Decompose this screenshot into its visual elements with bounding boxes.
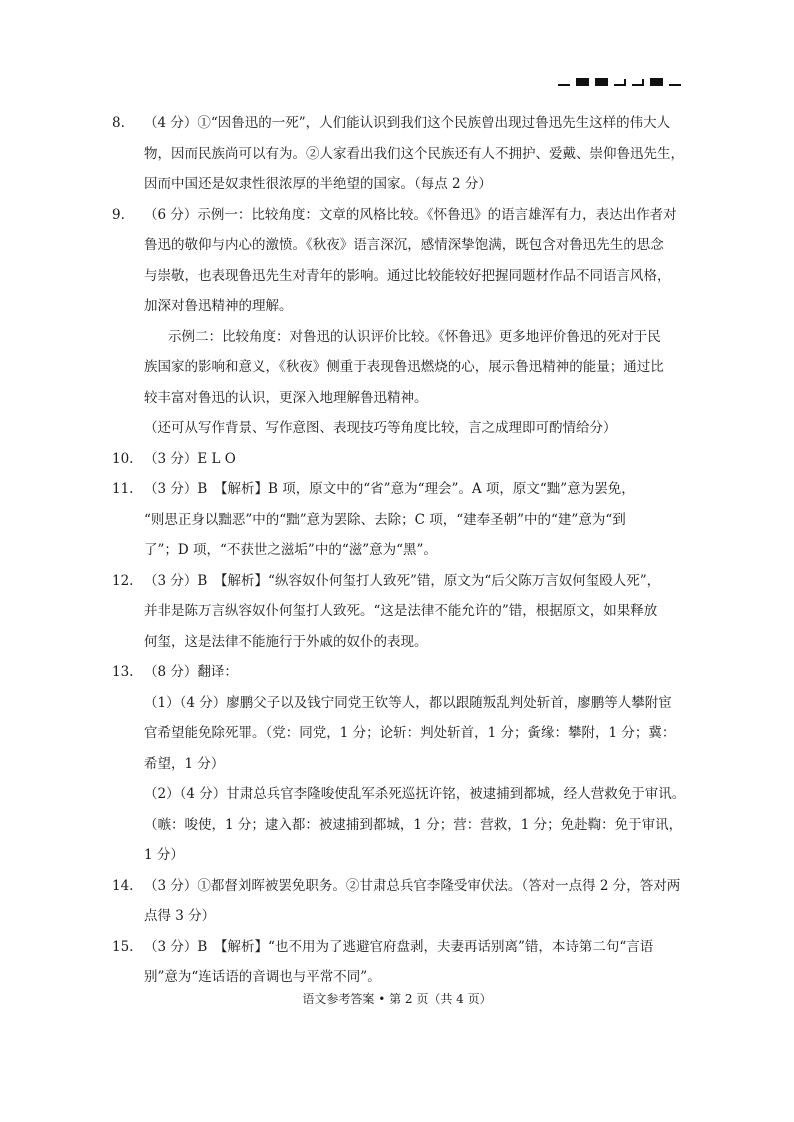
answer-item-10 bbox=[112, 444, 682, 475]
header-mark-bar bbox=[558, 84, 570, 86]
item-line: 族国家的影响和意义，《秋夜》侧重于表现鲁迅燃烧的心，展示鲁迅精神的能量；通过比 bbox=[144, 359, 664, 375]
item-line: 与崇敬，也表现鲁迅先生对青年的影响。通过比较能较好把握同题材作品不同语言风格， bbox=[144, 267, 671, 284]
item-line: 并非是陈万言纵容奴仆何玺打人致死。“这是法律不能允许的”错，根据原文，如果释放 bbox=[144, 603, 658, 619]
item-line: （8 分）翻译： bbox=[144, 664, 238, 680]
item-line: （3 分）B 【解析】“纵容奴仆何玺打人致死”错，原文为“后父陈万言奴何玺殴人死”， bbox=[144, 572, 661, 589]
header-mark-bar bbox=[669, 84, 681, 86]
item-line: 鲁迅的敬仰与内心的激愤。《秋夜》语言深沉，感情深挚饱满，既包含对鲁迅先生的思念 bbox=[144, 237, 664, 253]
item-line: 加深对鲁迅精神的理解。 bbox=[144, 298, 293, 314]
item-line: （4 分）①“因鲁迅的一死”，人们能认识到我们这个民族曾出现过鲁迅先生这样的伟大人 bbox=[144, 115, 671, 131]
item-number: 11. bbox=[112, 481, 134, 497]
item-line: 别”意为“连话语的音调也与平常不同”。 bbox=[144, 969, 381, 985]
item-number: 8. bbox=[112, 115, 125, 131]
item-line: （1）（4 分）廖鹏父子以及钱宁同党王钦等人，都以跟随叛乱判处斩首，廖鹏等人攀附宦 bbox=[144, 694, 672, 711]
item-line: 因而中国还是奴隶性很浓厚的半绝望的国家。（每点 2 分） bbox=[144, 176, 492, 192]
item-line: 较丰富对鲁迅的认识，更深入地理解鲁迅精神。 bbox=[144, 389, 428, 406]
item-number: 12. bbox=[112, 572, 134, 589]
answer-content bbox=[112, 108, 686, 993]
item-number: 15. bbox=[112, 938, 134, 955]
item-line: （3 分）E L O bbox=[144, 450, 236, 467]
header-mark bbox=[558, 78, 681, 86]
item-line: （2）（4 分）甘肃总兵官李隆唆使乱军杀死巡抚许铭，被逮捕到都城，经人营救免于审讯。 bbox=[144, 786, 686, 802]
header-mark-block bbox=[595, 78, 608, 86]
answer-item-11 bbox=[112, 474, 682, 566]
answer-item-8 bbox=[112, 108, 682, 200]
item-number: 9. bbox=[112, 206, 125, 223]
example-two bbox=[144, 322, 682, 353]
page-footer: 语文参考答案 • 第 2 页（共 4 页） bbox=[302, 992, 492, 1006]
answer-item-9 bbox=[112, 200, 682, 444]
item-line: 点得 3 分） bbox=[144, 908, 216, 924]
item-number: 14. bbox=[112, 877, 134, 894]
item-line: 1 分） bbox=[144, 847, 184, 863]
answer-item-14 bbox=[112, 871, 682, 932]
header-mark-hook bbox=[614, 79, 626, 86]
item-line: （3 分）B 【解析】B 项，原文中的“省”意为“理会”。A 项，原文“黜”意为罢免， bbox=[144, 481, 635, 497]
item-line: 示例二：比较角度：对鲁迅的认识评价比较。《怀鲁迅》更多地评价鲁迅的死对于民 bbox=[168, 328, 661, 345]
item-note: （还可从写作背景、写作意图、表现技巧等角度比较，言之成理即可酌情给分） bbox=[144, 420, 617, 436]
answer-item-12 bbox=[112, 566, 682, 658]
item-line: “则思正身以黜恶”中的“黜”意为罢除、去除；C 项，“建奉圣朝”中的“建”意为“到 bbox=[144, 511, 626, 528]
header-mark-block bbox=[576, 78, 589, 86]
item-line: （3 分）①都督刘晖被罢免职务。②甘肃总兵官李隆受审伏法。（答对一点得 2 分，答对两 bbox=[144, 877, 681, 894]
item-line: 了”；D 项，“不获世之滋垢”中的“滋”意为“黑”。 bbox=[144, 542, 437, 558]
item-line: 何玺，这是法律不能施行于外戚的奴仆的表现。 bbox=[144, 633, 428, 650]
header-mark-block bbox=[650, 78, 663, 86]
item-line: （嗾：唆使，1 分；逮入都：被逮捕到都城，1 分；营：营救，1 分；免赴鞫：免于审讯， bbox=[144, 816, 683, 833]
item-line: 物，因而民族尚可以有为。②人家看出我们这个民族还有人不拥护、爱戴、崇仰鲁迅先生， bbox=[144, 145, 684, 162]
item-number: 13. bbox=[112, 664, 134, 680]
item-number: 10. bbox=[112, 450, 134, 467]
answer-item-13 bbox=[112, 657, 686, 871]
item-line: （3 分）B 【解析】“也不用为了逃避官府盘剥，夫妻再话别离”错，本诗第二句“言语 bbox=[144, 938, 654, 955]
header-mark-hook bbox=[632, 79, 644, 86]
item-line: （6 分）示例一：比较角度：文章的风格比较。《怀鲁迅》的语言雄浑有力，表达出作者对 bbox=[144, 206, 677, 223]
item-line: 希望，1 分） bbox=[144, 755, 225, 772]
item-line: 官希望能免除死罪。（党：同党，1 分；论斩：判处斩首，1 分；夤缘：攀附，1 分；冀： bbox=[144, 725, 676, 741]
answer-item-15 bbox=[112, 932, 682, 993]
